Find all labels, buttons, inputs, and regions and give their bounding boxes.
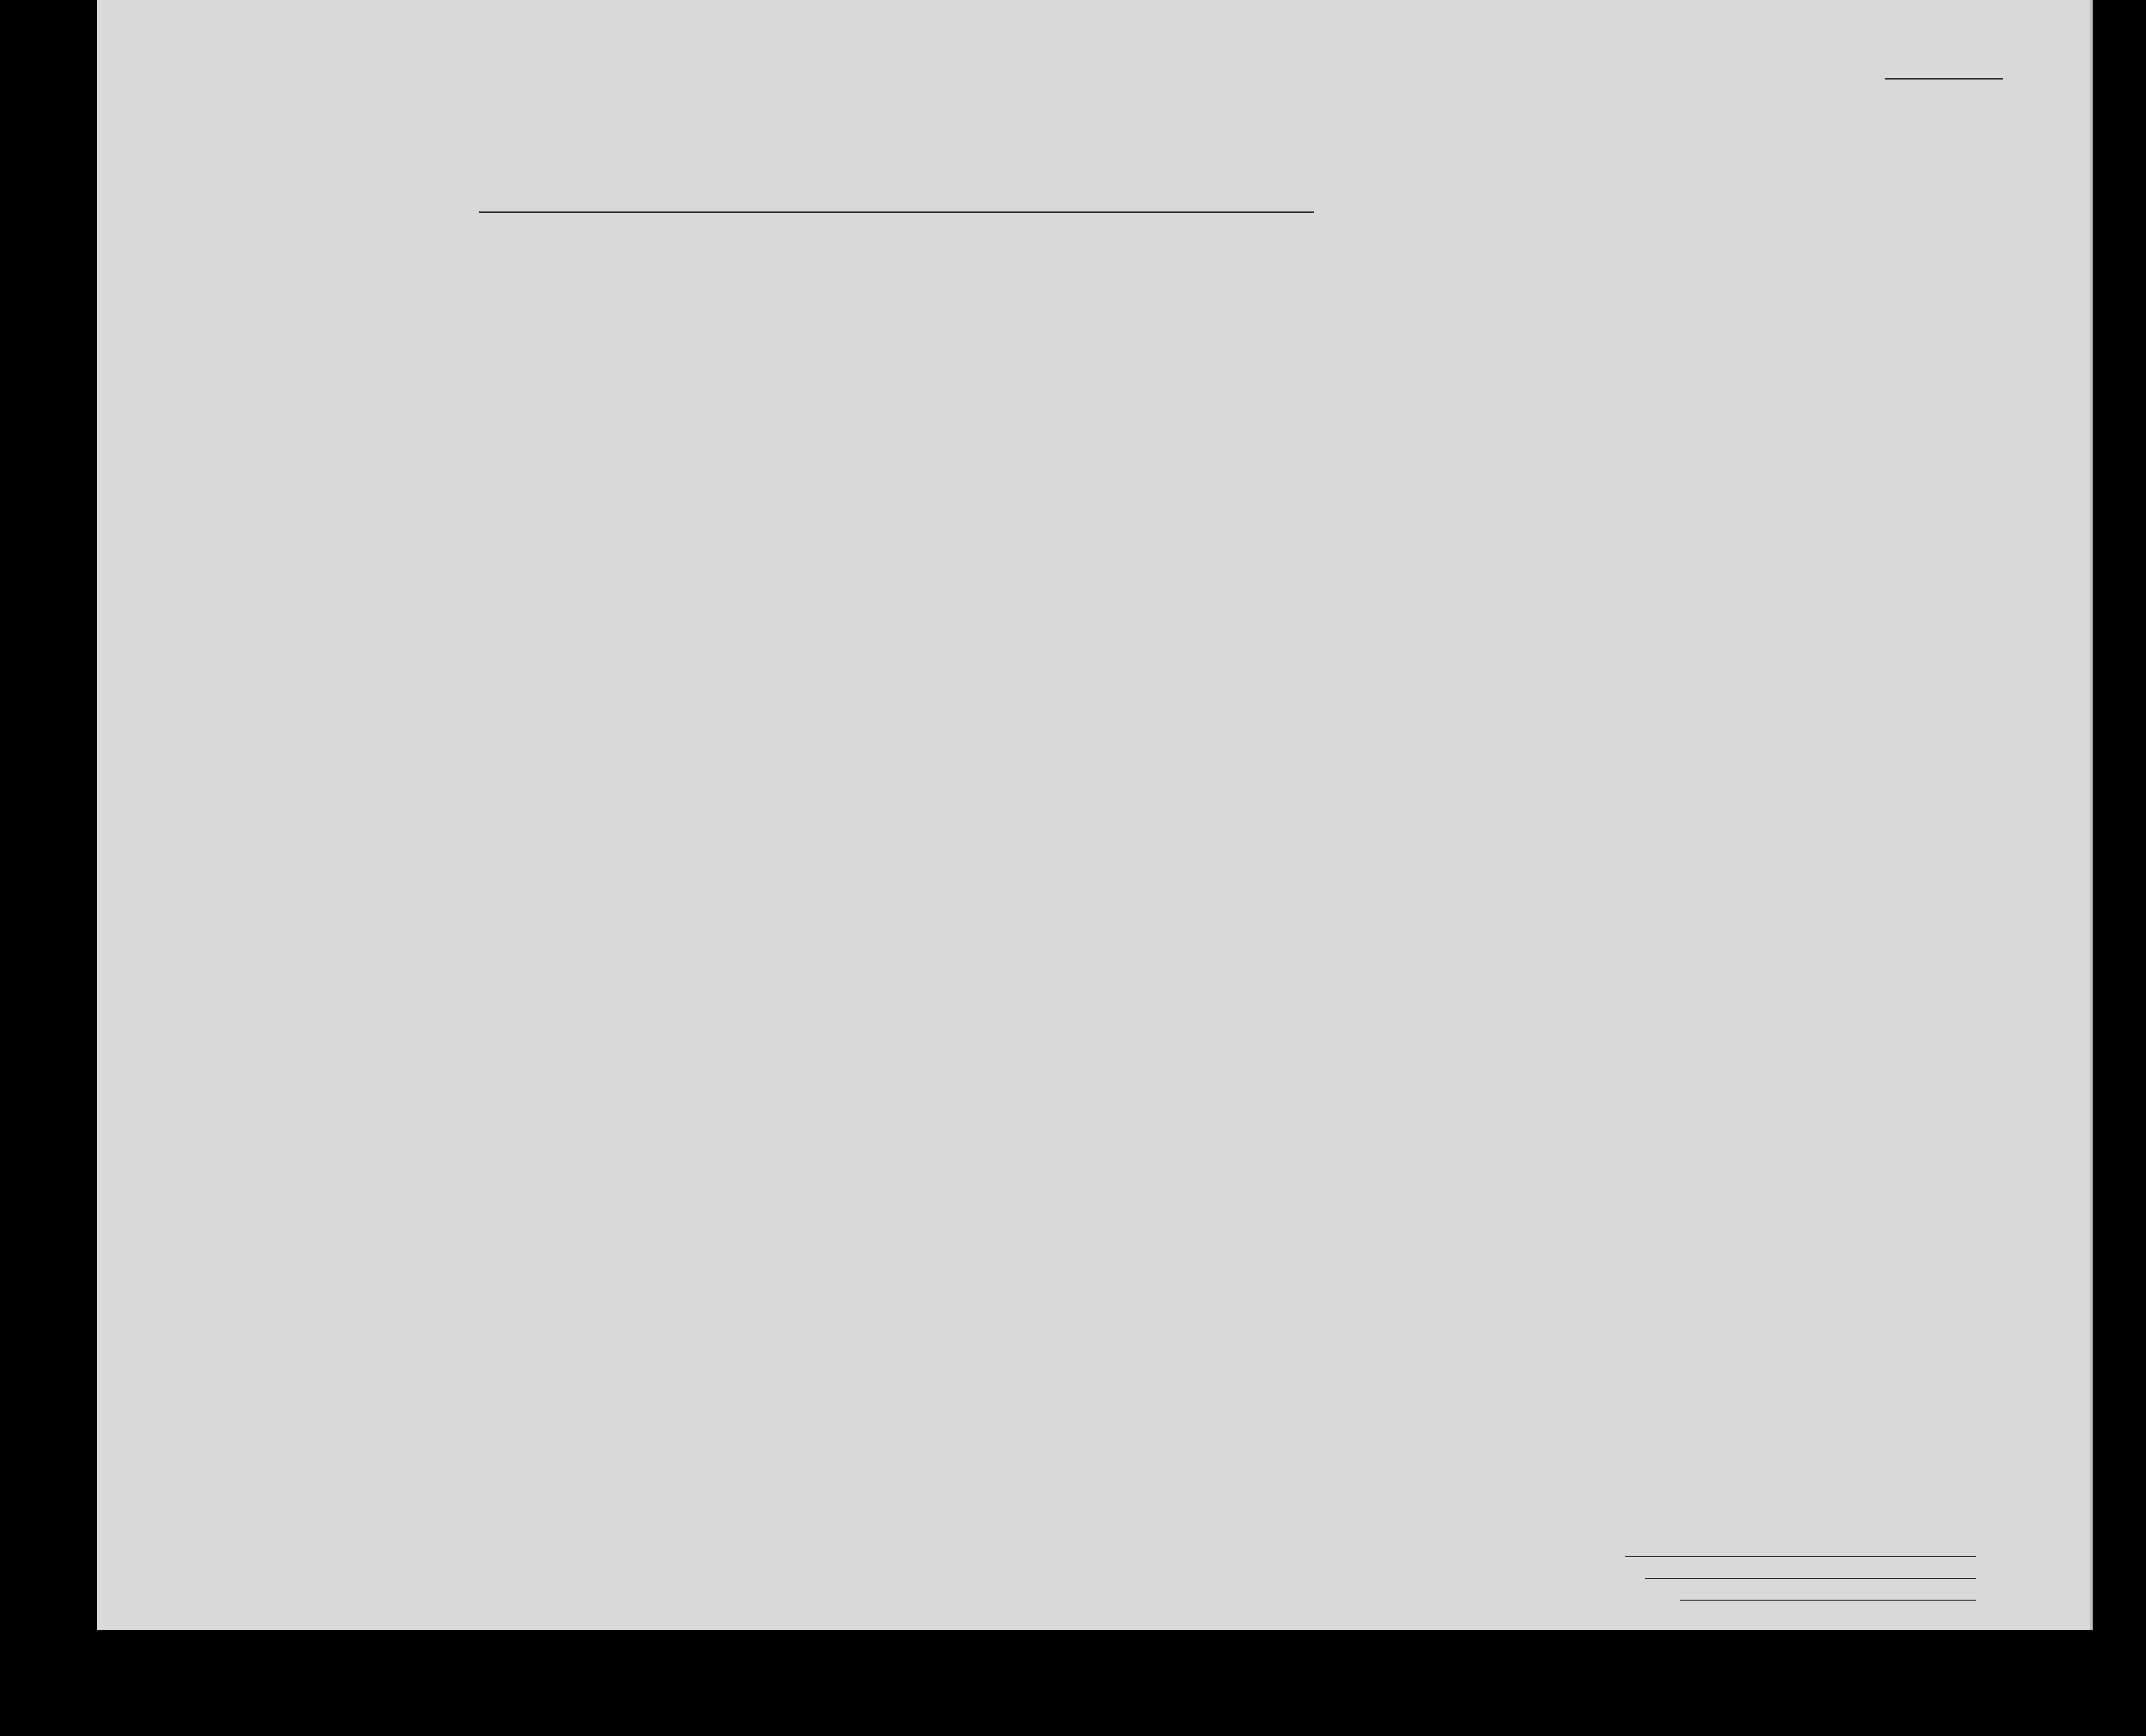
- col-19-label: [714, 269, 738, 388]
- col-26-label: [1435, 277, 1455, 385]
- agents-underline: [1680, 1600, 1976, 1601]
- line-underline: [1625, 1556, 1976, 1557]
- col-34-inches: [1766, 341, 1783, 380]
- col-21-label: [840, 274, 864, 388]
- owners-underline: [1645, 1578, 1976, 1579]
- col-27-label: [1460, 277, 1480, 385]
- col-34-feet: [1746, 341, 1766, 380]
